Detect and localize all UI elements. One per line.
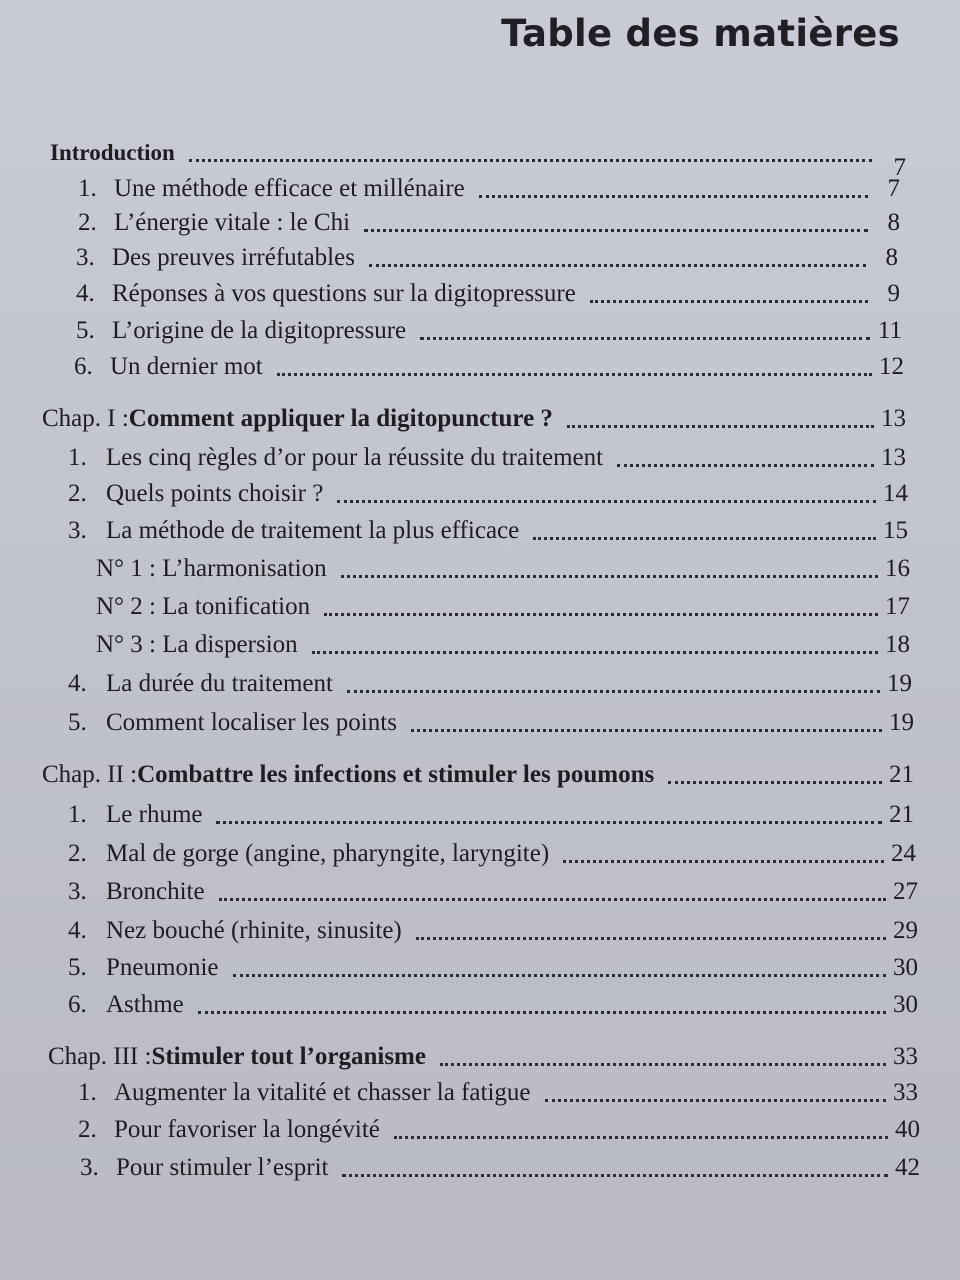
page-number: 33 [893,1079,918,1106]
toc-entry [78,1115,920,1145]
dot-leader [420,335,870,340]
page-number: 7 [893,154,906,181]
chapter-prefix: Chap. I : [42,405,129,432]
entry-number: 1. [78,1079,97,1106]
page-title: Table des matières [501,12,900,55]
dot-leader [411,727,882,732]
toc-entry [68,953,918,983]
toc-entry [80,1153,920,1183]
toc-entry [68,669,912,699]
toc-entry [68,708,914,738]
toc-entry [68,839,916,869]
page-number: 21 [889,761,914,788]
page-number: 13 [881,444,906,471]
toc-entry [78,174,900,204]
section-heading: Introduction [50,140,175,165]
entry-label: Mal de gorge (angine, pharyngite, laryngite) [106,840,550,867]
toc-entry [68,516,908,546]
page-number: 19 [887,670,912,697]
toc-entry [76,243,898,273]
toc-entry [78,1078,918,1108]
dot-leader [416,935,886,940]
page-number: 21 [889,801,914,828]
page-number: 9 [887,280,900,307]
entry-label: Augmenter la vitalité et chasser la fatigue [114,1079,531,1106]
entry-label: Asthme [106,991,184,1018]
toc-entry [76,279,900,309]
entry-number: 1. [68,801,87,828]
page-number: 24 [891,840,916,867]
dot-leader [364,227,868,232]
page-number: 30 [893,991,918,1018]
toc-entry [68,990,918,1020]
entry-label: Les cinq règles d’or pour la réussite du traitement [106,444,604,471]
dot-leader [198,1009,886,1014]
dot-leader [347,688,880,693]
entry-label: La méthode de traitement la plus efficace [106,517,520,544]
page-number: 29 [893,917,918,944]
page-number: 11 [877,317,902,344]
toc-entry [68,479,908,509]
entry-number: 2. [68,840,87,867]
entry-number: 6. [74,353,93,380]
toc-entry [74,352,904,382]
toc-entry [96,554,910,584]
page-number: 30 [893,954,918,981]
toc-entry [68,916,918,946]
entry-number: 4. [68,670,87,697]
entry-label: Réponses à vos questions sur la digitopressure [112,280,576,307]
page-number: 8 [887,209,900,236]
section-heading: Combattre les infections et stimuler les poumons [137,761,655,788]
entry-number: 6. [68,991,87,1018]
section-heading: Stimuler tout l’organisme [151,1043,426,1070]
dot-leader [545,1097,887,1102]
entry-number: 2. [78,209,97,236]
page-number: 8 [885,244,898,271]
toc-section-heading [42,404,906,434]
entry-number: 4. [68,917,87,944]
entry-label: L’origine de la digitopressure [112,317,407,344]
dot-leader [341,573,878,578]
toc-entry [68,877,918,907]
dot-leader [277,371,872,376]
dot-leader [440,1061,886,1066]
page-number: 40 [895,1116,920,1143]
entry-label: N° 3 : La dispersion [96,631,298,658]
entry-label: Des preuves irréfutables [112,244,355,271]
entry-label: Le rhume [106,801,203,828]
toc-entry [96,630,910,660]
dot-leader [189,157,872,162]
entry-number: 3. [80,1154,99,1181]
entry-label: Comment localiser les points [106,709,397,736]
dot-leader [394,1134,888,1139]
dot-leader [219,896,886,901]
dot-leader [479,193,868,198]
dot-leader [563,858,884,863]
page-number: 14 [883,480,908,507]
entry-label: Quels points choisir ? [106,480,324,507]
entry-number: 2. [68,480,87,507]
dot-leader [617,462,874,467]
entry-label: Pour favoriser la longévité [114,1116,380,1143]
page-number: 42 [895,1154,920,1181]
entry-number: 3. [68,878,87,905]
dot-leader [668,779,882,784]
page-number: 17 [885,593,910,620]
entry-label: Nez bouché (rhinite, sinusite) [106,917,402,944]
entry-number: 3. [76,244,95,271]
toc-section-heading [42,760,914,790]
toc-entry [76,316,902,346]
page-number: 7 [887,175,900,202]
dot-leader [567,423,874,428]
toc-section-heading [48,1042,918,1072]
page-number: 13 [881,405,906,432]
page-number: 33 [893,1043,918,1070]
entry-number: 1. [68,444,87,471]
entry-label: Un dernier mot [110,353,263,380]
toc-section-heading [50,138,878,168]
page-number: 19 [889,709,914,736]
page-number: 18 [885,631,910,658]
entry-number: 3. [68,517,87,544]
dot-leader [533,535,876,540]
entry-number: 1. [78,175,97,202]
dot-leader [590,298,868,303]
dot-leader [369,262,866,267]
dot-leader [216,819,882,824]
entry-label: Une méthode efficace et millénaire [114,175,465,202]
entry-number: 5. [68,709,87,736]
dot-leader [337,498,876,503]
entry-number: 2. [78,1116,97,1143]
chapter-prefix: Chap. II : [42,761,138,788]
page-number: 16 [885,555,910,582]
dot-leader [324,611,878,616]
entry-number: 5. [68,954,87,981]
chapter-prefix: Chap. III : [48,1043,152,1070]
toc-entry [96,592,910,622]
entry-label: La durée du traitement [106,670,333,697]
page-number: 27 [893,878,918,905]
entry-number: 4. [76,280,95,307]
entry-label: Bronchite [106,878,205,905]
entry-label: Pneumonie [106,954,219,981]
dot-leader [342,1172,888,1177]
page-number: 12 [879,353,904,380]
entry-label: N° 1 : L’harmonisation [96,555,327,582]
entry-label: N° 2 : La tonification [96,593,311,620]
toc-entry [78,208,900,238]
dot-leader [312,649,878,654]
entry-number: 5. [76,317,95,344]
toc-entry [68,800,914,830]
entry-label: Pour stimuler l’esprit [116,1154,329,1181]
page-number: 15 [883,517,908,544]
toc-entry [68,443,906,473]
section-heading: Comment appliquer la digitopuncture ? [128,405,553,432]
dot-leader [233,972,887,977]
entry-label: L’énergie vitale : le Chi [114,209,351,236]
